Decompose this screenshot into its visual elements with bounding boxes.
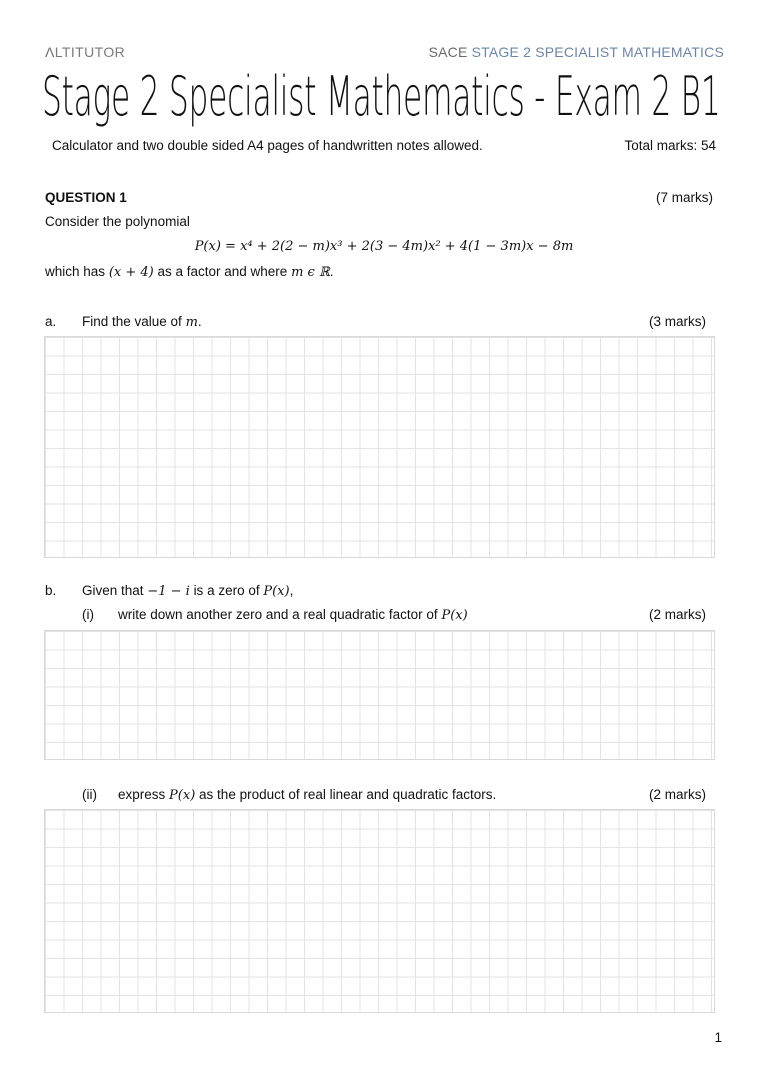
answer-grid-b-ii[interactable]	[44, 809, 715, 1013]
part-b-math-2: P(x)	[263, 584, 290, 599]
part-b-text-mid: is a zero of	[193, 583, 260, 598]
total-marks: Total marks: 54	[624, 138, 716, 153]
course-prefix: SACE	[428, 44, 468, 60]
polynomial-formula	[0, 238, 768, 254]
question-intro: Consider the polynomial	[45, 214, 190, 229]
part-b-ii-math: P(x)	[169, 788, 196, 803]
course-name: STAGE 2 SPECIALIST MATHEMATICS	[471, 44, 724, 60]
part-b-text-pre: Given that	[82, 583, 144, 598]
answer-grid-a[interactable]	[44, 336, 715, 558]
answer-grid-b-i[interactable]	[44, 630, 715, 760]
part-b-ii-label: (ii)	[82, 787, 97, 802]
factor-text-pre: which has	[45, 264, 106, 279]
exam-title: Stage 2 Specialist Mathematics - Exam 2 B1	[42, 65, 721, 128]
domain-math: m ϵ ℝ	[291, 265, 330, 280]
question-title: QUESTION 1	[45, 190, 127, 205]
brand-logo	[45, 44, 125, 60]
question-marks: (7 marks)	[656, 190, 713, 205]
part-b-label: b.	[45, 583, 57, 598]
part-b-i-marks: (2 marks)	[649, 607, 706, 622]
brand-mark: Λ	[45, 44, 55, 60]
part-b-i-label: (i)	[82, 607, 94, 622]
part-b-ii-text-pre: express	[118, 787, 166, 802]
factor-statement	[45, 264, 334, 280]
exam-instructions: Calculator and two double sided A4 pages of handwritten notes allowed.	[52, 138, 483, 153]
part-a-text-post: .	[197, 314, 202, 329]
part-b-ii-marks: (2 marks)	[649, 787, 706, 802]
course-header	[429, 44, 724, 60]
factor-text-end: .	[329, 264, 334, 279]
part-a-math: m	[185, 315, 198, 330]
part-b-text-post: ,	[289, 583, 294, 598]
part-b-i-text-pre: write down another zero and a real quadratic factor of	[118, 607, 438, 622]
part-b-math: −1 − i	[147, 584, 190, 599]
brand-name: LTITUTOR	[54, 44, 126, 60]
part-a-text-pre: Find the value of	[82, 314, 182, 329]
part-a-label: a.	[45, 314, 57, 329]
part-b-text	[82, 583, 293, 599]
factor-text-mid: as a factor and where	[157, 264, 288, 279]
part-a-text	[82, 314, 202, 330]
part-b-i-text	[118, 607, 468, 623]
page-number: 1	[714, 1030, 722, 1045]
part-b-i-math: P(x)	[441, 608, 468, 623]
part-b-ii-text	[118, 787, 496, 803]
part-b-ii-text-post: as the product of real linear and quadratic factors.	[199, 787, 497, 802]
polynomial-expression: P(x) = x⁴ + 2(2 − m)x³ + 2(3 − 4m)x² + 4(1 − 3m)x − 8m	[194, 239, 574, 254]
factor-math: (x + 4)	[108, 265, 154, 280]
part-a-marks: (3 marks)	[649, 314, 706, 329]
